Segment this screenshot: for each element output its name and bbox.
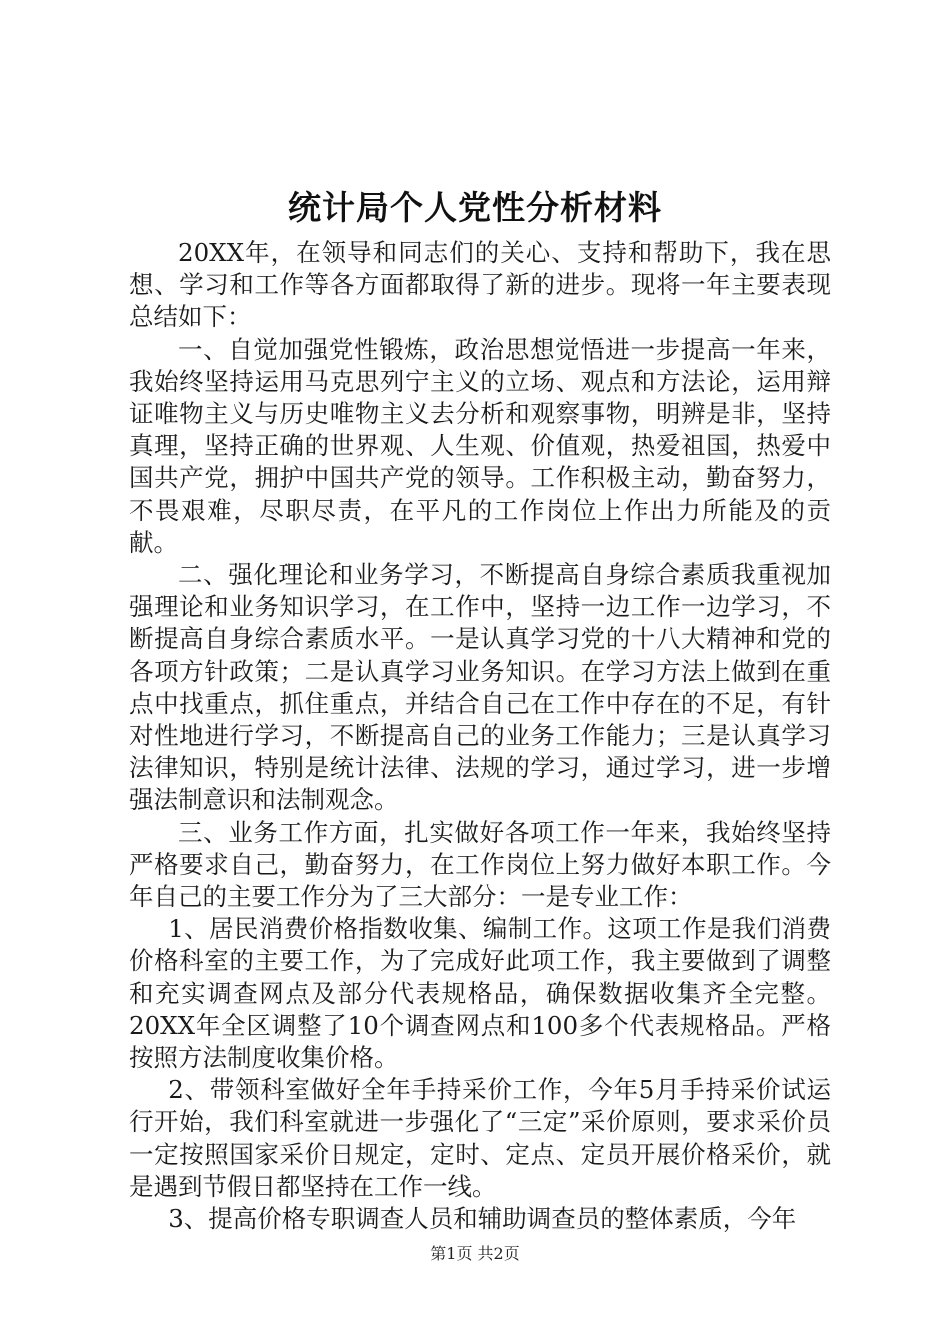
document-body [129, 237, 831, 1235]
paragraph-section-2: 二、强化理论和业务学习，不断提高自身综合素质我重视加强理论和业务知识学习，在工作中，坚持一边工作一边学习，不断提高自身综合素质水平。一是认真学习党的十八大精神和党的各项方针政策；二是认真学习业务知识。在学习方法上做到在重点中找重点，抓住重点，并结合自己在工作中存在的不足，有针对性地进行学习，不断提高自己的业务工作能力；三是认真学习法律知识，特别是统计法律、法规的学习，通过学习，进一步增强法制意识和法制观念。 [129, 560, 831, 815]
paragraph-intro: 20XX年，在领导和同志们的关心、支持和帮助下，我在思想、学习和工作等各方面都取得了新的进步。现将一年主要表现总结如下： [129, 238, 831, 332]
page-number-footer: 第1页 共2页 [430, 1244, 520, 1263]
paragraph-item-2: 2、带领科室做好全年手持采价工作，今年5月手持采价试运行开始，我们科室就进一步强化了“三定”采价原则，要求采价员一定按照国家采价日规定，定时、定点、定员开展价格采价，就是遇到节假日都坚持在工作一线。 [129, 1075, 831, 1201]
document-title: 统计局个人党性分析材料 [288, 188, 662, 227]
paragraph-item-1: 1、居民消费价格指数收集、编制工作。这项工作是我们消费价格科室的主要工作，为了完成好此项工作，我主要做到了调整和充实调查网点及部分代表规格品，确保数据收集齐全完整。20XX年全区调整了10个调查网点和100多个代表规格品。严格按照方法制度收集价格。 [129, 914, 831, 1073]
paragraph-section-3: 三、业务工作方面，扎实做好各项工作一年来，我始终坚持严格要求自己，勤奋努力，在工作岗位上努力做好本职工作。今年自己的主要工作分为了三大部分：一是专业工作： [129, 817, 831, 912]
paragraph-section-1: 一、自觉加强党性锻炼，政治思想觉悟进一步提高一年来，我始终坚持运用马克思列宁主义的立场、观点和方法论，运用辩证唯物主义与历史唯物主义去分析和观察事物，明辨是非，坚持真理，坚持正确的世界观、人生观、价值观，热爱祖国，热爱中国共产党，拥护中国共产党的领导。工作积极主动，勤奋努力，不畏艰难，尽职尽责，在平凡的工作岗位上作出力所能及的贡献。 [129, 334, 831, 557]
paragraph-item-3: 3、提高价格专职调查人员和辅助调查员的整体素质，今年 [168, 1204, 797, 1234]
